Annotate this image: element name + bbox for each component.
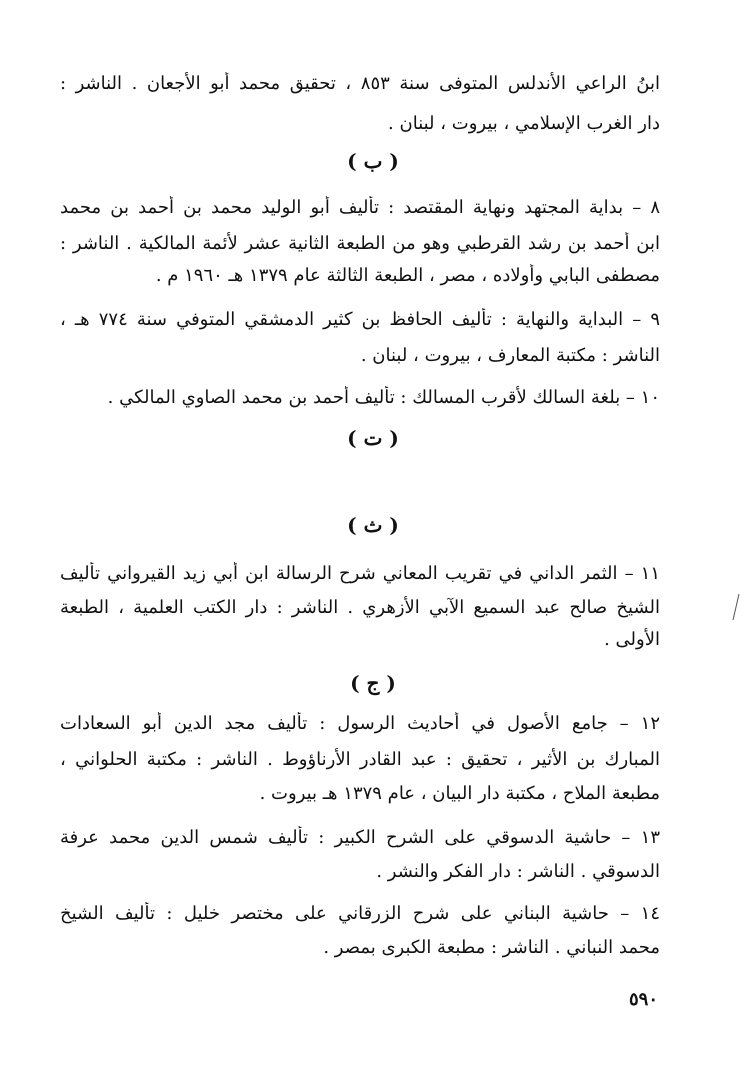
text-line: ١٤ – حاشية البناني على شرح الزرقاني على مختصر خليل : تأليف الشيخ bbox=[60, 903, 660, 924]
text-line: ١٠ – بلغة السالك لأقرب المسالك : تأليف أحمد بن محمد الصاوي المالكي . bbox=[107, 387, 660, 408]
text-line: ٩ – البداية والنهاية : تأليف الحافظ بن كثير الدمشقي المتوفي سنة ٧٧٤ هـ ، bbox=[60, 309, 660, 330]
section-heading-ba: ( ب ) bbox=[347, 149, 399, 173]
text-line: ١٢ – جامع الأصول في أحاديث الرسول : تأليف مجد الدين أبو السعادات bbox=[60, 713, 660, 734]
section-heading-ta: ( ت ) bbox=[347, 426, 399, 450]
text-line: مطبعة الملاح ، مكتبة دار البيان ، عام ١٣٧٩ هـ بيروت . bbox=[259, 783, 660, 804]
text-line: ابن أحمد بن رشد القرطبي وهو من الطبعة الثانية عشر لأئمة المالكية . الناشر : bbox=[60, 233, 660, 254]
text-line: دار الغرب الإسلامي ، بيروت ، لبنان . bbox=[388, 113, 660, 134]
text-line: ٨ – بداية المجتهد ونهاية المقتصد : تأليف أبو الوليد محمد بن أحمد بن محمد bbox=[60, 197, 660, 218]
text-line: الدسوقي . الناشر : دار الفكر والنشر . bbox=[376, 861, 660, 882]
section-heading-jim: ( ج ) bbox=[350, 671, 396, 695]
section-heading-tha: ( ث ) bbox=[347, 513, 399, 537]
text-line: ١٣ – حاشية الدسوقي على الشرح الكبير : تأليف شمس الدين محمد عرفة bbox=[60, 827, 660, 848]
text-line: الأولى . bbox=[604, 629, 660, 650]
page-number: ٥٩٠ bbox=[628, 989, 658, 1010]
text-line: الناشر : مكتبة المعارف ، بيروت ، لبنان . bbox=[360, 345, 660, 366]
text-line: ابنُ الراعي الأندلس المتوفى سنة ٨٥٣ ، تحقيق محمد أبو الأجعان . الناشر : bbox=[60, 73, 660, 94]
text-line: محمد النباني . الناشر : مطبعة الكبرى بمصر . bbox=[323, 937, 660, 958]
text-line: الشيخ صالح عبد السميع الآبي الأزهري . الناشر : دار الكتب العلمية ، الطبعة bbox=[60, 597, 660, 618]
text-line: مصطفى البابي وأولاده ، مصر ، الطبعة الثالثة عام ١٣٧٩ هـ ١٩٦٠ م . bbox=[155, 265, 660, 286]
text-line: ١١ – الثمر الداني في تقريب المعاني شرح الرسالة ابن أبي زيد القيرواني تأليف bbox=[60, 563, 660, 584]
text-line: المبارك بن الأثير ، تحقيق : عبد القادر الأرناؤوط . الناشر : مكتبة الحلواني ، bbox=[60, 749, 660, 770]
scan-mark-icon bbox=[731, 592, 741, 622]
